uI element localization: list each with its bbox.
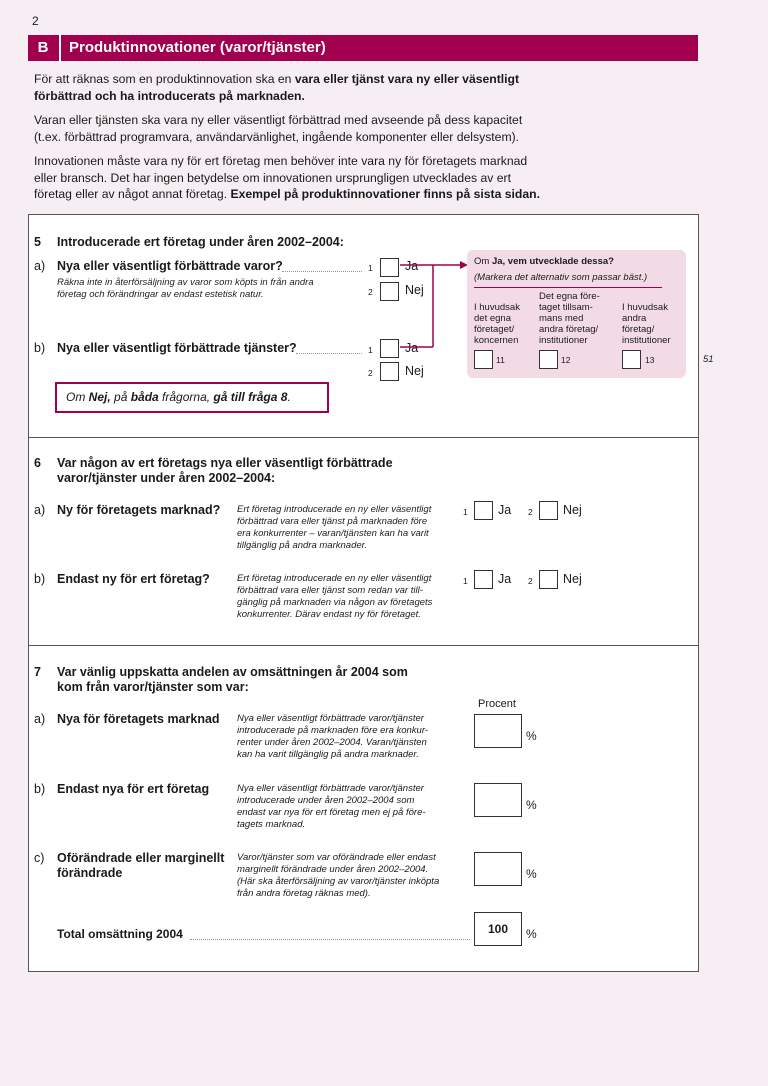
q5b-opt2-num: 2	[368, 368, 373, 378]
q7c-hint-line: från andra företag räknas med).	[237, 888, 371, 899]
col2-line: taget tillsam-	[539, 302, 593, 313]
q5-developer-other-checkbox[interactable]	[622, 350, 641, 369]
col3-line: institutioner	[622, 335, 671, 346]
col3-line: andra	[622, 313, 647, 324]
q6a-ja-label: Ja	[498, 503, 512, 517]
col1-line: I huvudsak	[474, 302, 520, 313]
q7b-percent-sign: %	[526, 798, 537, 812]
q6b-hint-line: förbättrad vara eller tjänst som redan var till-	[237, 585, 423, 596]
q5b-opt1-num: 1	[368, 345, 373, 355]
note-part: på	[110, 390, 131, 404]
intro-p1-text: För att räknas som en produktinnovation ska en	[34, 72, 295, 86]
q7b-label: b)	[34, 782, 46, 796]
q5b-text: Nya eller väsentligt förbättrade tjänster?	[57, 341, 297, 355]
q5b-ja-label: Ja	[405, 341, 419, 355]
q6a-hint	[237, 504, 431, 552]
col3-line: I huvudsak	[622, 302, 668, 313]
q6-number: 6	[34, 456, 41, 470]
q6b-nej-checkbox[interactable]	[539, 570, 558, 589]
q6b-label: b)	[34, 572, 46, 586]
divider-q5-q6	[28, 437, 699, 438]
q6-title-line-2: varor/tjänster under åren 2002–2004:	[57, 471, 276, 485]
intro-paragraph-3	[34, 153, 634, 203]
q7c-hint-line: Varor/tjänster som var oförändrade eller endast	[237, 852, 436, 863]
q7-title	[57, 665, 408, 695]
q6b-ja-checkbox[interactable]	[474, 570, 493, 589]
divider-q6-q7	[28, 645, 699, 646]
q6a-hint-line: Ert företag introducerade en ny eller väsentligt	[237, 504, 432, 515]
q6b-opt1-num: 1	[463, 576, 468, 586]
col1-line: det egna	[474, 313, 511, 324]
q5-followup-title-bold: Ja, vem utvecklade dessa?	[491, 256, 614, 267]
q7c-hint-line: marginellt förändrade under åren 2002–2004.	[237, 864, 429, 875]
q7a-label: a)	[34, 712, 46, 726]
q5-followup-col-1	[474, 302, 520, 346]
q7a-hint-line: Nya eller väsentligt förbättrade varor/tjänster	[237, 713, 424, 724]
q6b-nej-label: Nej	[563, 572, 582, 586]
q5a-text: Nya eller väsentligt förbättrade varor?	[57, 259, 283, 273]
q6b-hint-line: gänglig på marknaden via någon av företagets	[237, 597, 433, 608]
q6b-opt2-num: 2	[528, 576, 533, 586]
q7b-hint-line: introducerade under åren 2002–2004 som	[237, 795, 415, 806]
col1-line: koncernen	[474, 335, 519, 346]
q5-developer-joint-checkbox[interactable]	[539, 350, 558, 369]
q7b-hint	[237, 783, 426, 831]
q5a-opt2-num: 2	[368, 287, 373, 297]
q7a-hint-line: kan ha varit tillgänglig på andra marknader.	[237, 749, 419, 760]
ja-connector-arrow-icon	[400, 255, 472, 355]
q6a-opt2-num: 2	[528, 507, 533, 517]
q6a-hint-line: förbättrad vara eller tjänst på marknaden före	[237, 516, 428, 527]
section-letter: B	[37, 39, 49, 56]
q7a-hint-line: renter under åren 2002–2004. Varan/tjänsten	[237, 737, 427, 748]
q6a-label: a)	[34, 503, 46, 517]
q7c-label: c)	[34, 851, 45, 865]
intro-p3-line-1: Innovationen måste vara ny för ert företag men behöver inte vara ny för företagets marknad	[34, 154, 528, 168]
q7b-percent-input[interactable]	[474, 783, 522, 817]
q5a-leader-dots	[282, 271, 362, 272]
q5b-label: b)	[34, 341, 46, 355]
q5-followup-title	[474, 256, 614, 267]
q7b-text: Endast nya för ert företag	[57, 782, 210, 796]
q7a-percent-sign: %	[526, 729, 537, 743]
q6a-text: Ny för företagets marknad?	[57, 503, 221, 517]
q7c-text	[57, 851, 224, 881]
intro-paragraph-2	[34, 112, 634, 145]
q6b-hint-line: Ert företag introducerade en ny eller väsentligt	[237, 573, 432, 584]
q5-number: 5	[34, 235, 41, 249]
q7b-hint-line: endast var nya för ert företag men ej på före-	[237, 807, 426, 818]
q5a-hint	[57, 277, 314, 301]
note-part: .	[287, 390, 291, 404]
q6b-hint	[237, 573, 432, 621]
q7c-percent-input[interactable]	[474, 852, 522, 886]
q5a-ja-checkbox[interactable]	[380, 258, 399, 277]
section-separator	[59, 35, 61, 61]
q7a-text: Nya för företagets marknad	[57, 712, 220, 726]
intro-p2-line-1: Varan eller tjänsten ska vara ny eller väsentligt förbättrad med avseende på dess kapacitet	[34, 113, 523, 127]
note-part: frågorna,	[158, 390, 214, 404]
q5b-nej-checkbox[interactable]	[380, 362, 399, 381]
q5-followup-col-3	[622, 302, 671, 346]
q7-number: 7	[34, 665, 41, 679]
skip-instruction-note	[55, 382, 329, 413]
q6a-ja-checkbox[interactable]	[474, 501, 493, 520]
q5-developer-own-checkbox[interactable]	[474, 350, 493, 369]
q5-developer-code-11: 11	[496, 355, 505, 365]
note-bold: gå till fråga 8	[213, 390, 288, 404]
q5b-ja-checkbox[interactable]	[380, 339, 399, 358]
intro-paragraph-1	[34, 71, 634, 104]
q7-title-line-1: Var vänlig uppskatta andelen av omsättningen år 2004 som	[57, 665, 408, 679]
q5a-nej-label: Nej	[405, 283, 424, 297]
q5a-nej-checkbox[interactable]	[380, 282, 399, 301]
procent-column-label: Procent	[478, 698, 516, 710]
q6a-hint-line: tillgänglig på andra marknader.	[237, 540, 368, 551]
q6a-opt1-num: 1	[463, 507, 468, 517]
q5b-nej-label: Nej	[405, 364, 424, 378]
intro-p3-line-2: eller bransch. Det har ingen betydelse om innovationen ursprungligen utvecklades av ert	[34, 170, 511, 185]
col2-line: Det egna före-	[539, 291, 600, 302]
q5a-label: a)	[34, 259, 46, 273]
note-bold: Nej,	[88, 390, 111, 404]
q5b-leader-dots	[296, 353, 362, 354]
intro-p2-line-2: (t.ex. förbättrad programvara, användarvänlighet, ingående komponenter eller delsystem).	[34, 129, 520, 144]
q5-followup-underline	[474, 287, 662, 288]
q6a-hint-line: era konkurrenter – varan/tjänsten kan ha varit	[237, 528, 429, 539]
col2-line: institutioner	[539, 335, 588, 346]
intro-p3-bold: Exempel på produktinnovationer finns på sista sidan.	[230, 187, 540, 201]
q5a-opt1-num: 1	[368, 263, 373, 273]
q7a-percent-input[interactable]	[474, 714, 522, 748]
q7a-hint	[237, 713, 428, 761]
q5-title: Introducerade ert företag under åren 2002–2004:	[57, 235, 344, 249]
q5-developer-code-12: 12	[561, 355, 571, 365]
q6-title	[57, 456, 393, 486]
q7c-text-line-2: förändrade	[57, 866, 123, 880]
q5a-hint-line-1: Räkna inte in återförsäljning av varor som köpts in från andra	[57, 277, 314, 288]
intro-p1-bold-2: förbättrad och ha introducerats på marknaden.	[34, 88, 305, 103]
q7c-text-line-1: Oförändrade eller marginellt	[57, 851, 225, 865]
q6b-text: Endast ny för ert företag?	[57, 572, 210, 586]
q5-followup-col-2	[539, 291, 600, 346]
col1-line: företaget/	[474, 324, 515, 335]
q7-total-label: Total omsättning 2004	[57, 927, 183, 941]
q7-total-leader-dots	[190, 939, 470, 940]
q7c-hint-line: (Här ska återförsäljning av varor/tjänster inköpta	[237, 876, 440, 887]
col2-line: mans med	[539, 313, 584, 324]
q7-title-line-2: kom från varor/tjänster som var:	[57, 680, 249, 694]
q7-total-percent-sign: %	[526, 927, 537, 941]
section-title: Produktinnovationer (varor/tjänster)	[69, 39, 326, 56]
intro-p3-line-3: företag eller av något annat företag.	[34, 187, 231, 201]
q7b-hint-line: tagets marknad.	[237, 819, 306, 830]
q6a-nej-label: Nej	[563, 503, 582, 517]
note-bold: båda	[130, 390, 159, 404]
intro-p1-bold: vara eller tjänst vara ny eller väsentligt	[294, 72, 520, 86]
q5-developer-code-13: 13	[645, 355, 655, 365]
q7-total-value: 100	[474, 912, 522, 946]
q7c-percent-sign: %	[526, 867, 537, 881]
q7c-hint	[237, 852, 439, 900]
q6a-nej-checkbox[interactable]	[539, 501, 558, 520]
note-part: Om	[66, 390, 89, 404]
side-code: 51	[703, 354, 714, 365]
q5-followup-instructions: (Markera det alternativ som passar bäst.)	[474, 272, 648, 283]
col3-line: företag/	[622, 324, 655, 335]
q6-title-line-1: Var någon av ert företags nya eller väsentligt förbättrade	[57, 456, 393, 470]
q6b-ja-label: Ja	[498, 572, 512, 586]
q7a-hint-line: introducerade på marknaden före era konkur-	[237, 725, 428, 736]
q5a-ja-label: Ja	[405, 259, 419, 273]
col2-line: andra företag/	[539, 324, 599, 335]
q6b-hint-line: konkurrenter. Därav endast ny för företaget.	[237, 609, 421, 620]
page-number: 2	[32, 14, 39, 28]
q5a-hint-line-2: företag och förändringar av endast estetisk natur.	[57, 289, 264, 300]
q7b-hint-line: Nya eller väsentligt förbättrade varor/tjänster	[237, 783, 424, 794]
q5-followup-title-prefix: Om	[474, 256, 492, 267]
